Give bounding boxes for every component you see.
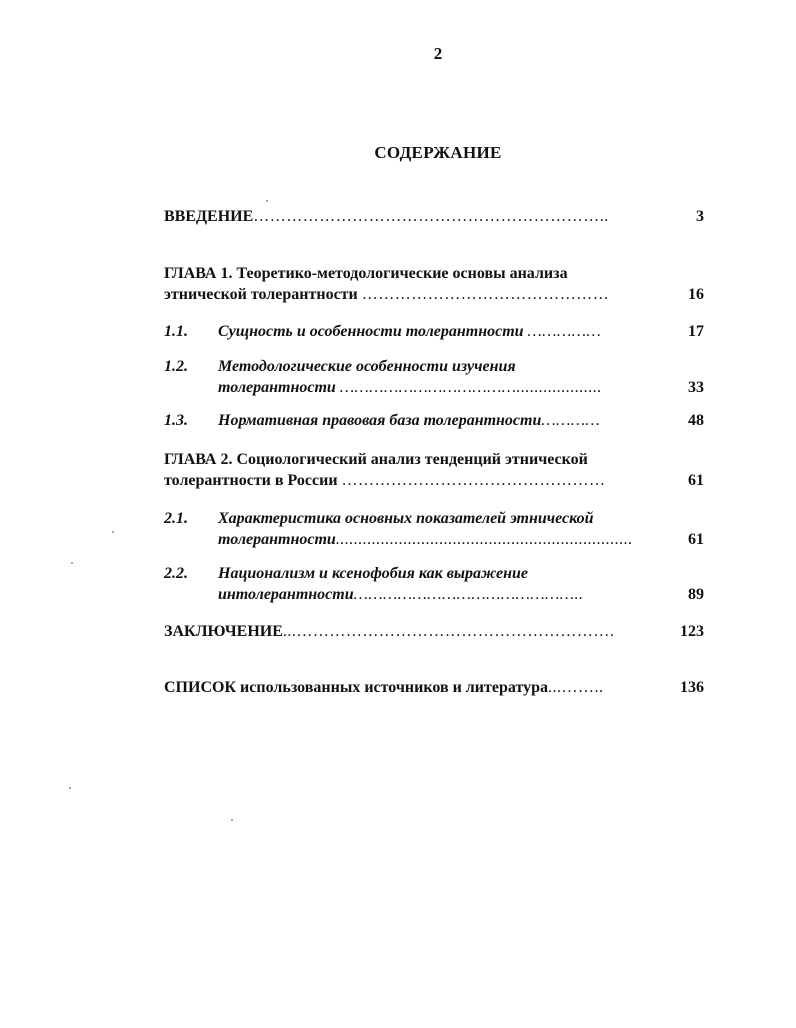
scan-speck [266,200,268,202]
page-ref: 123 [680,623,704,640]
dot-leader: ……………………………………… [361,286,610,303]
entry-title-line2: толерантности [218,379,336,396]
entry-title-line2: толерантности [218,531,336,548]
toc-entry-chapter-1 [164,263,710,305]
page-ref: 89 [688,586,704,603]
dot-leader: ...…………………………………………………. [282,623,615,640]
toc-entry-section-1-1 [164,321,710,342]
section-number: 1.3. [164,412,188,429]
page-ref: 33 [688,379,704,396]
entry-title-line1: ГЛАВА 1. Теоретико-методологические основы анализа [164,265,568,282]
dot-leader: ………… [541,412,601,429]
dot-leader: ...…….. [548,679,604,696]
toc-entry-section-2-2 [164,563,710,605]
dot-leader: ………………………………………… [341,472,606,489]
entry-title-line1: Методологические особенности изучения [218,358,516,375]
scan-speck [71,562,73,564]
entry-title: Сущность и особенности толерантности [218,323,524,340]
dot-leader: …………… [527,323,602,340]
toc-entry-chapter-2 [164,449,710,491]
section-number: 2.1. [164,510,188,527]
page-ref: 136 [680,679,704,696]
entry-title-line1: ГЛАВА 2. Социологический анализ тенденций этнической [164,451,588,468]
page-ref: 17 [688,323,704,340]
toc-entry-introduction [164,206,710,227]
scan-speck [231,819,233,821]
entry-title-line2: этнической толерантности [164,286,358,303]
page-ref: 16 [688,286,704,303]
toc-entry-references [164,677,710,698]
scan-speck [69,787,71,789]
section-number: 1.2. [164,358,188,375]
page-ref: 3 [696,208,704,225]
scan-speck [112,531,114,533]
entry-title: Нормативная правовая база толерантности [218,412,542,429]
toc-entry-section-1-3 [164,410,710,431]
toc-entry-conclusion [164,621,710,642]
toc-entry-section-1-2 [164,356,710,398]
entry-title: ВВЕДЕНИЕ [164,208,254,225]
toc-title: СОДЕРЖАНИЕ [374,143,502,162]
entry-title-line1: Национализм и ксенофобия как выражение [218,565,528,582]
page-number: 2 [433,44,443,63]
entry-title-line2: толерантности в России [164,472,338,489]
page-ref: 61 [688,531,704,548]
toc-entry-section-2-1 [164,508,710,550]
section-number: 1.1. [164,323,188,340]
dot-leader: ………………………………................... [339,379,603,396]
dot-leader: .................................................................. [335,531,633,548]
entry-title: ЗАКЛЮЧЕНИЕ [164,623,283,640]
entry-title-line2: интолерантности [218,586,354,603]
entry-title-line1: Характеристика основных показателей этнической [218,510,594,527]
entry-title: СПИСОК использованных источников и литература [164,679,548,696]
section-number: 2.2. [164,565,188,582]
dot-leader: ……………………………………………………….. [253,208,609,225]
page-ref: 48 [688,412,704,429]
dot-leader: ……………………………………….. [353,586,584,603]
page-ref: 61 [688,472,704,489]
